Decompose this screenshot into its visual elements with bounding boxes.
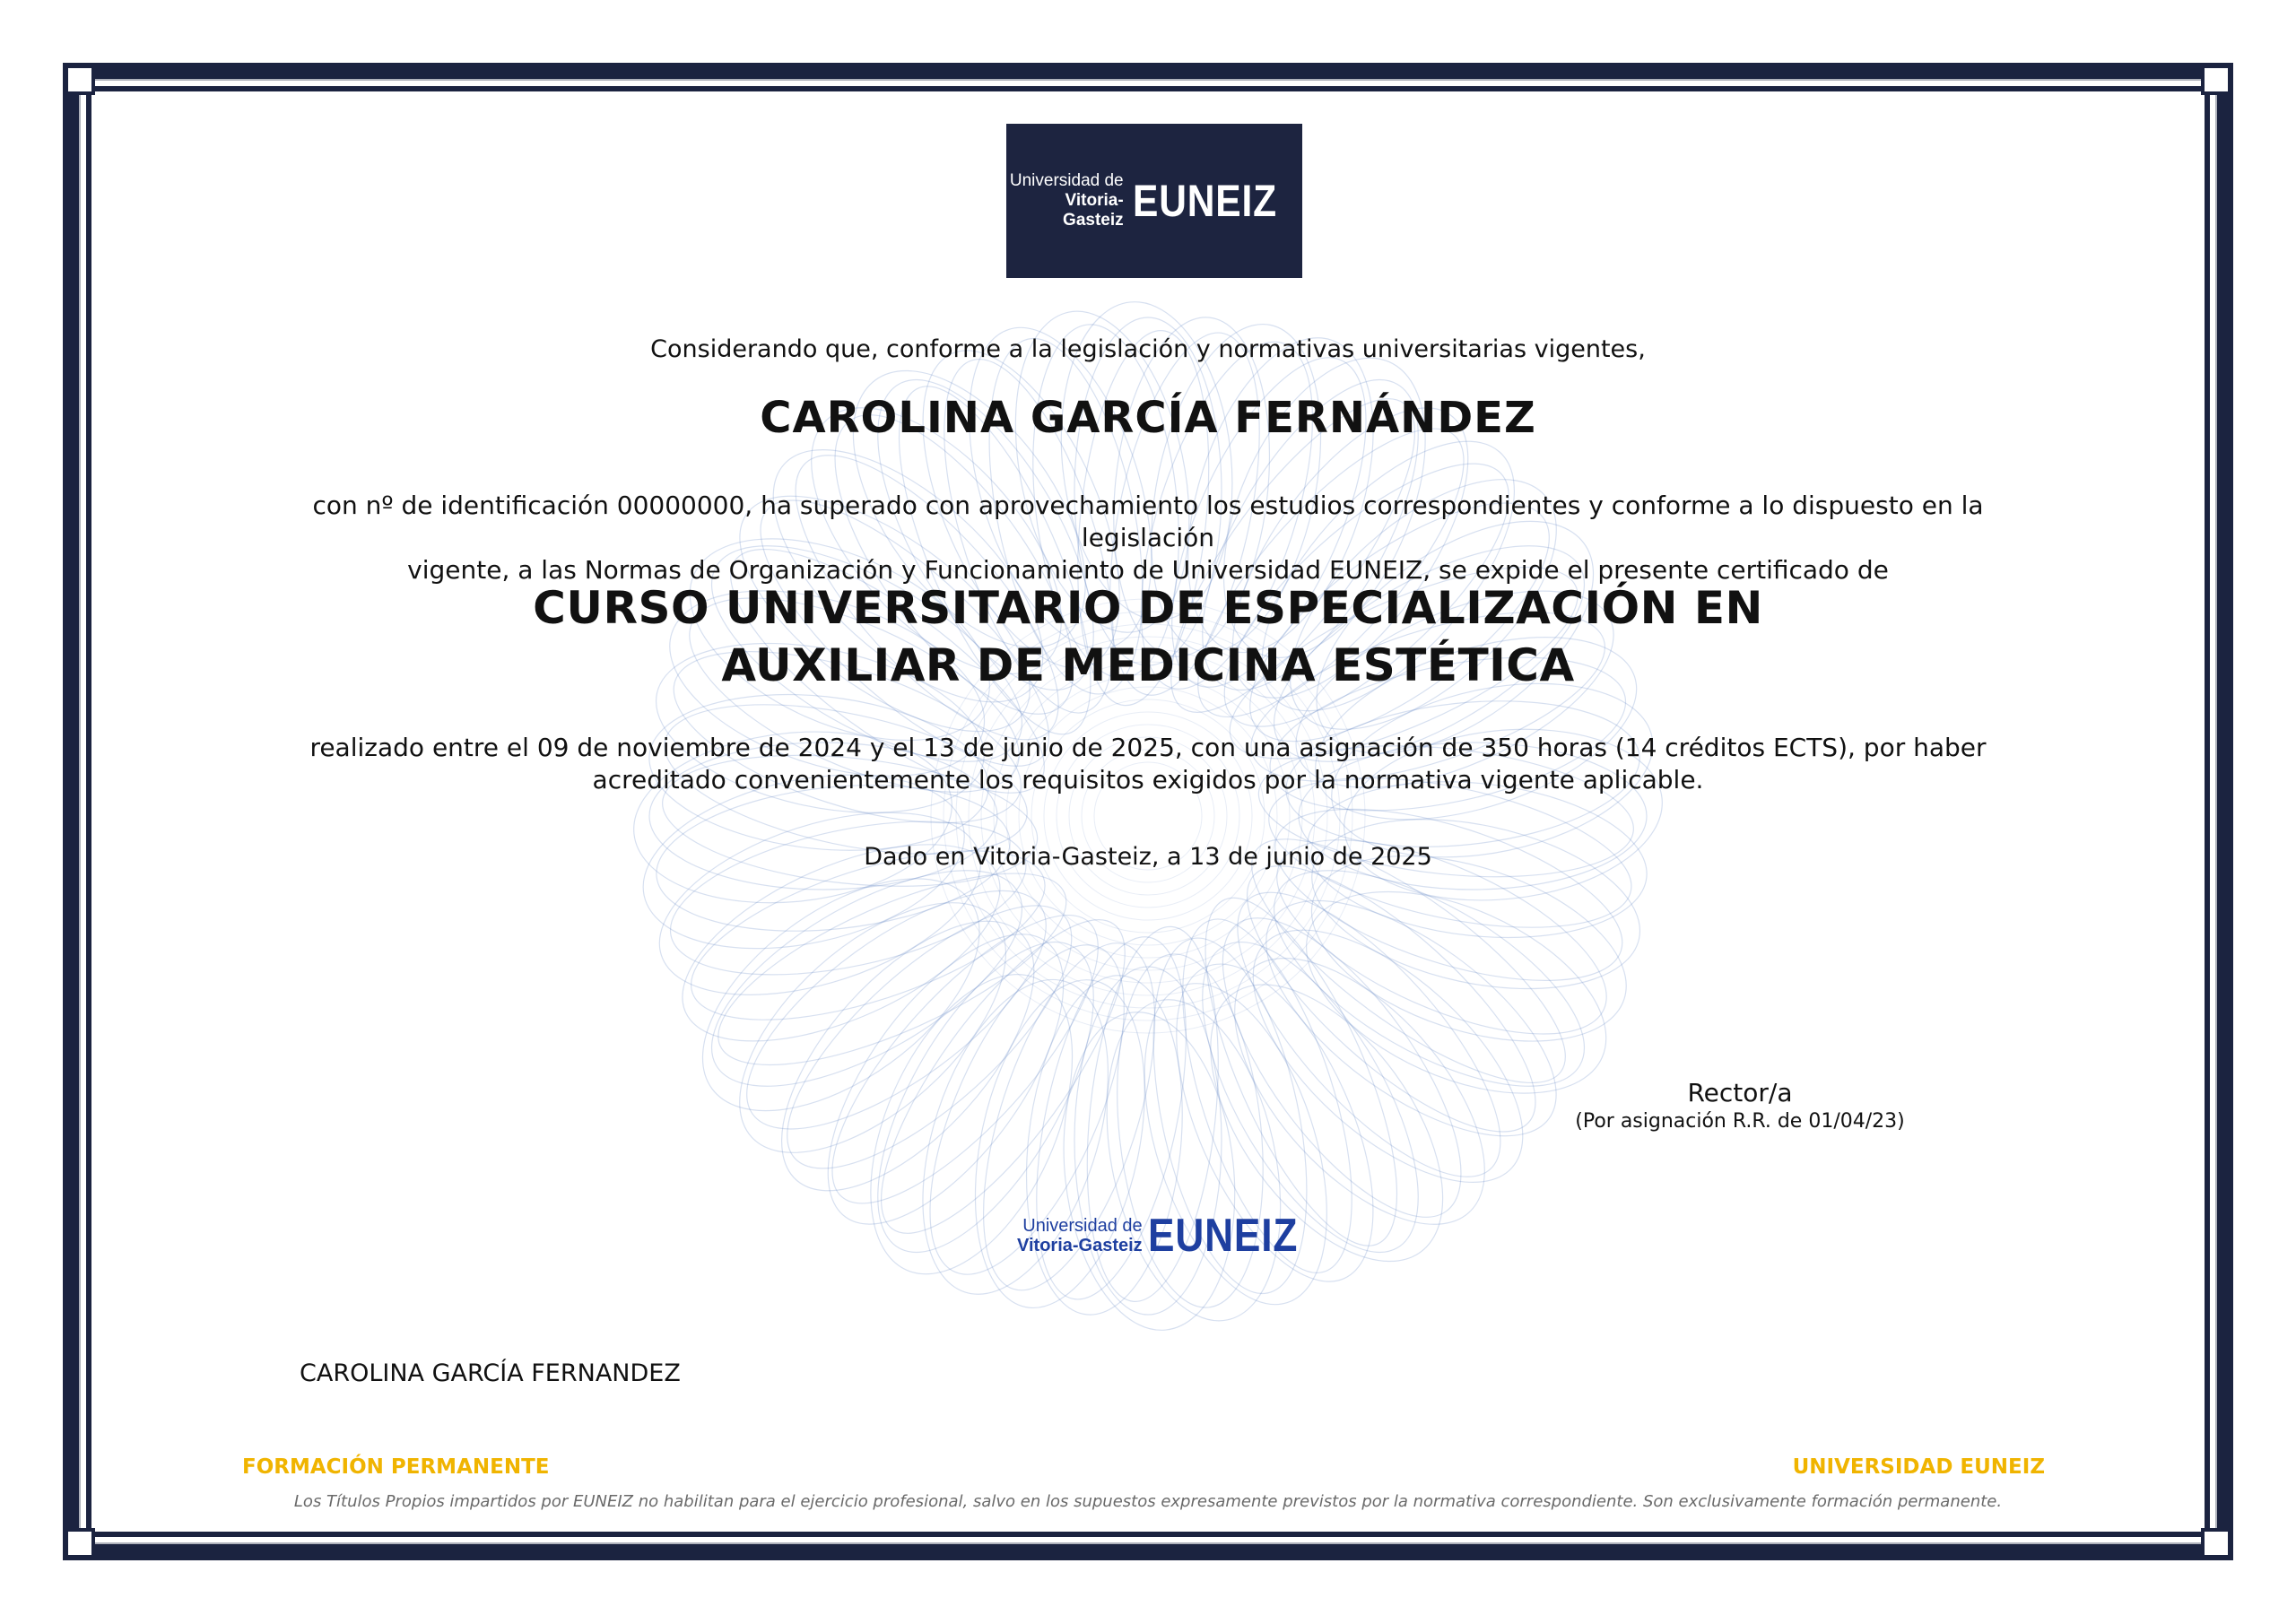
identification-line-1: con nº de identificación 00000000, ha superado con aprovechamiento los estudios correspondientes y conforme a lo dispuesto en la legislación [312, 491, 1984, 552]
course-details-paragraph [260, 732, 2036, 796]
issue-place-date: Dado en Vitoria-Gasteiz, a 13 de junio de 2025 [864, 843, 1432, 871]
course-title [260, 579, 2036, 694]
university-logo [1006, 124, 1302, 278]
frame-corner-bottom-right [2201, 1528, 2231, 1559]
stamp-brand: EUNEIZ [1147, 1210, 1298, 1262]
university-stamp-logo [1017, 1209, 1324, 1263]
identification-paragraph [260, 490, 2036, 586]
footer-formacion-permanente: FORMACIÓN PERMANENTE [242, 1455, 550, 1479]
logo-brand: EUNEIZ [1132, 176, 1277, 226]
course-details-line-1: realizado entre el 09 de noviembre de 2024 y el 13 de junio de 2025, con una asignación de 350 horas (14 créditos ECTS), por haber [309, 733, 1987, 762]
identification-line-2: vigente, a las Normas de Organización y Funcionamiento de Universidad EUNEIZ, se expide el presente certificado de [407, 555, 1889, 585]
stamp-university-text [1017, 1216, 1143, 1255]
frame-corner-bottom-left [65, 1528, 95, 1559]
stamp-line2: Vitoria-Gasteiz [1017, 1236, 1143, 1255]
logo-university-text [1006, 171, 1124, 230]
footer-universidad: UNIVERSIDAD EUNEIZ [1792, 1455, 2045, 1479]
stamp-line1: Universidad de [1022, 1216, 1143, 1236]
holder-signature-name: CAROLINA GARCÍA FERNANDEZ [300, 1359, 681, 1387]
logo-line2: Vitoria-Gasteiz [1063, 191, 1124, 230]
intro-text: Considerando que, conforme a la legislación y normativas universitarias vigentes, [650, 335, 1646, 363]
course-title-line-2: AUXILIAR DE MEDICINA ESTÉTICA [721, 639, 1575, 691]
student-name: CAROLINA GARCÍA FERNÁNDEZ [760, 393, 1536, 443]
rector-note: (Por asignación R.R. de 01/04/23) [1575, 1110, 1905, 1133]
footer-disclaimer: Los Títulos Propios impartidos por EUNEIZ no habilitan para el ejercicio profesional, salvo en los supuestos expresamente previstos por la normativa correspondiente. Son exclusivamente formación permanente. [293, 1492, 2003, 1511]
course-title-line-1: CURSO UNIVERSITARIO DE ESPECIALIZACIÓN EN [533, 582, 1763, 634]
frame-corner-top-right [2201, 65, 2231, 95]
course-details-line-2: acreditado convenientemente los requisitos exigidos por la normativa vigente aplicable. [592, 765, 1704, 795]
rector-title: Rector/a [1687, 1078, 1793, 1107]
frame-corner-top-left [65, 65, 95, 95]
certificate-frame-inner [86, 86, 2210, 1537]
logo-line1: Universidad de [1009, 171, 1124, 190]
